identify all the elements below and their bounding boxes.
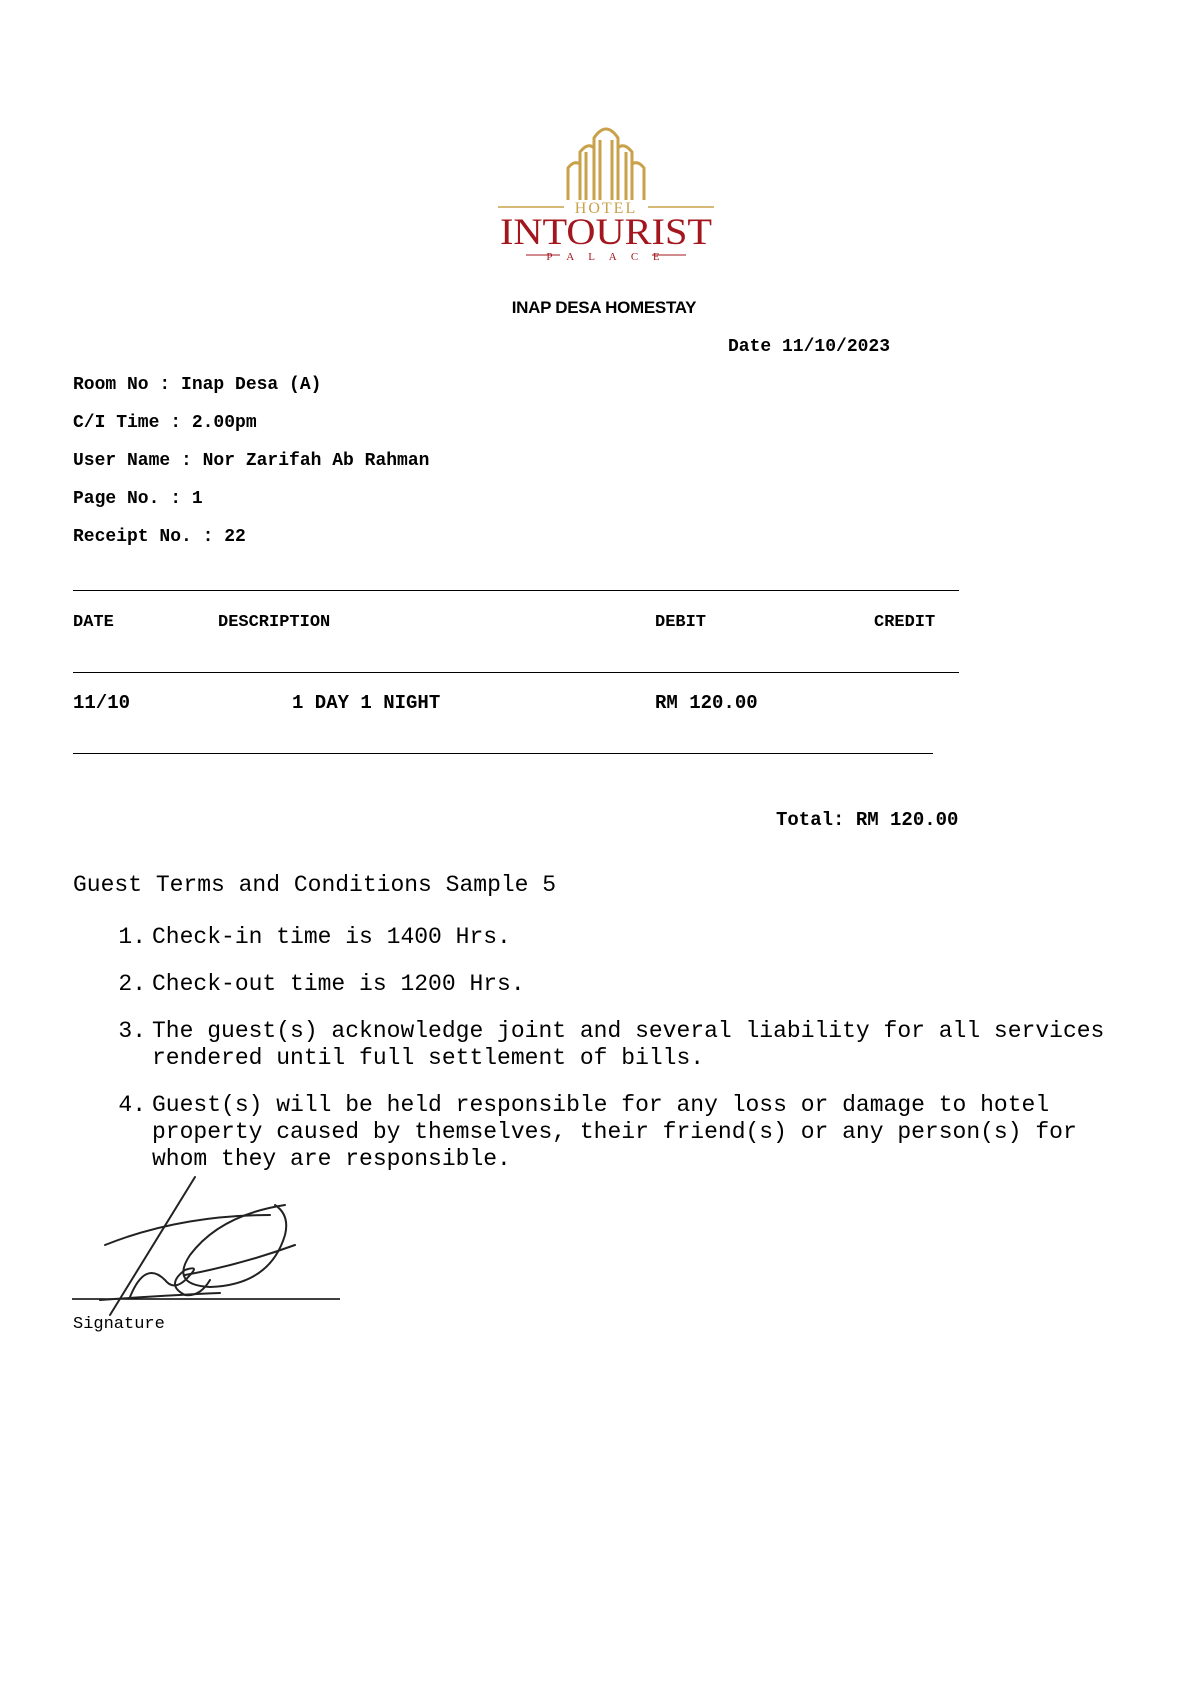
term-text: Check-out time is 1200 Hrs. xyxy=(152,971,525,997)
header-credit: CREDIT xyxy=(874,613,936,632)
term-number: 3. xyxy=(118,1018,146,1044)
table-header-rule xyxy=(73,672,959,673)
logo-sub-text: P A L A C E xyxy=(546,251,666,263)
checkin-time-field: C/I Time : 2.00pm xyxy=(73,413,257,433)
page-no-field: Page No. : 1 xyxy=(73,489,203,509)
term-number: 1. xyxy=(118,924,146,950)
receipt-no-field: Receipt No. : 22 xyxy=(73,527,246,547)
list-item xyxy=(106,1018,1136,1072)
table-top-rule xyxy=(73,590,959,591)
terms-list xyxy=(106,924,1136,1193)
list-item xyxy=(106,924,1136,951)
building-icon xyxy=(568,129,644,200)
row-debit: RM 120.00 xyxy=(655,692,758,714)
date-line: Date 11/10/2023 xyxy=(728,337,891,357)
user-name-field: User Name : Nor Zarifah Ab Rahman xyxy=(73,451,430,471)
header-description: DESCRIPTION xyxy=(218,613,331,632)
terms-title: Guest Terms and Conditions Sample 5 xyxy=(73,872,557,898)
term-text: The guest(s) acknowledge joint and several liability for all services rendered until full settlement of bills. xyxy=(152,1018,1105,1071)
header-date: DATE xyxy=(73,613,114,632)
row-description: 1 DAY 1 NIGHT xyxy=(292,692,441,714)
document-heading: INAP DESA HOMESTAY xyxy=(511,298,697,317)
term-text: Guest(s) will be held responsible for any loss or damage to hotel property caused by themselves, their friend(s) or any person(s) for whom they are responsible. xyxy=(152,1092,1077,1172)
term-number: 4. xyxy=(118,1092,146,1118)
total-amount: Total: RM 120.00 xyxy=(776,809,959,831)
logo-brand-text: INTOURIST xyxy=(500,212,712,253)
list-item xyxy=(106,971,1136,998)
hotel-logo xyxy=(496,116,716,266)
header-debit: DEBIT xyxy=(655,613,707,632)
list-item xyxy=(106,1092,1136,1173)
table-bottom-rule xyxy=(73,753,933,754)
signature-label: Signature xyxy=(73,1315,165,1334)
signature-mark xyxy=(70,1175,370,1325)
logo-top-text: HOTEL xyxy=(574,200,638,217)
term-number: 2. xyxy=(118,971,146,997)
room-no-field: Room No : Inap Desa (A) xyxy=(73,375,322,395)
term-text: Check-in time is 1400 Hrs. xyxy=(152,924,511,950)
signature-scribble xyxy=(100,1177,295,1315)
row-date: 11/10 xyxy=(73,692,131,714)
